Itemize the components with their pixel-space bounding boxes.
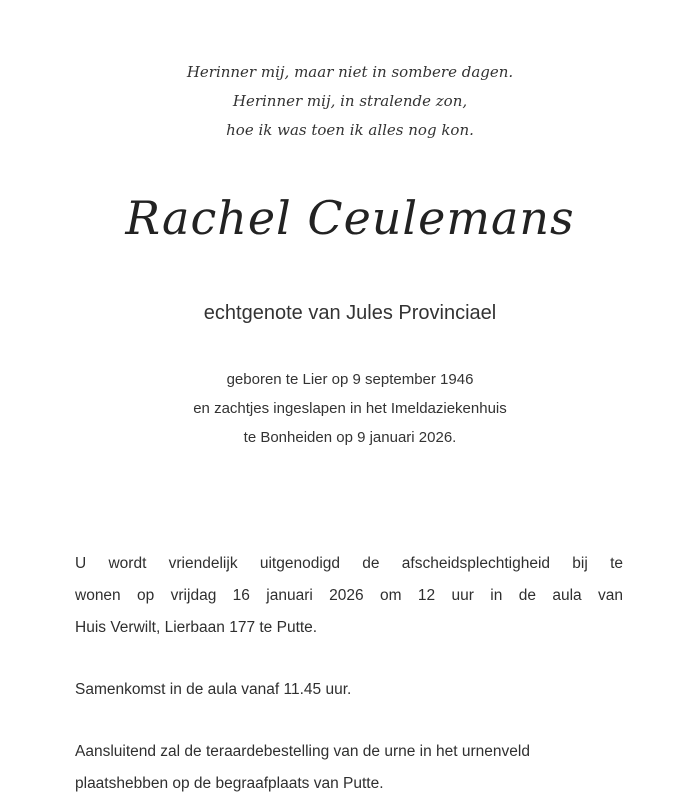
memorial-poem [0, 58, 700, 145]
invitation-line: Huis Verwilt, Lierbaan 177 te Putte. [75, 619, 318, 636]
dates-line: te Bonheiden op 9 januari 2026. [243, 429, 457, 446]
poem-line: hoe ik was toen ik alles nog kon. [226, 121, 474, 139]
dates-line: en zachtjes ingeslapen in het Imeldaziekenhuis [193, 400, 507, 417]
burial-line: Aansluitend zal de teraardebestelling van de urne in het urnenveld [75, 743, 530, 760]
burial-notice [75, 736, 623, 800]
poem-line: Herinner mij, maar niet in sombere dagen. [186, 63, 514, 81]
birth-death-details [0, 365, 700, 452]
gathering-time: Samenkomst in de aula vanaf 11.45 uur. [75, 681, 352, 698]
dates-line: geboren te Lier op 9 september 1946 [226, 371, 474, 388]
deceased-name: Rachel Ceulemans [125, 191, 575, 245]
ceremony-invitation [75, 548, 623, 644]
invitation-line: wonen op vrijdag 16 januari 2026 om 12 uur in de aula van [75, 587, 623, 604]
burial-line: plaatshebben op de begraafplaats van Putte. [75, 775, 384, 792]
invitation-line: U wordt vriendelijk uitgenodigd de afscheidsplechtigheid bij te [75, 555, 623, 572]
spouse-line: echtgenote van Jules Provinciael [203, 302, 497, 324]
poem-line: Herinner mij, in stralende zon, [232, 92, 468, 110]
